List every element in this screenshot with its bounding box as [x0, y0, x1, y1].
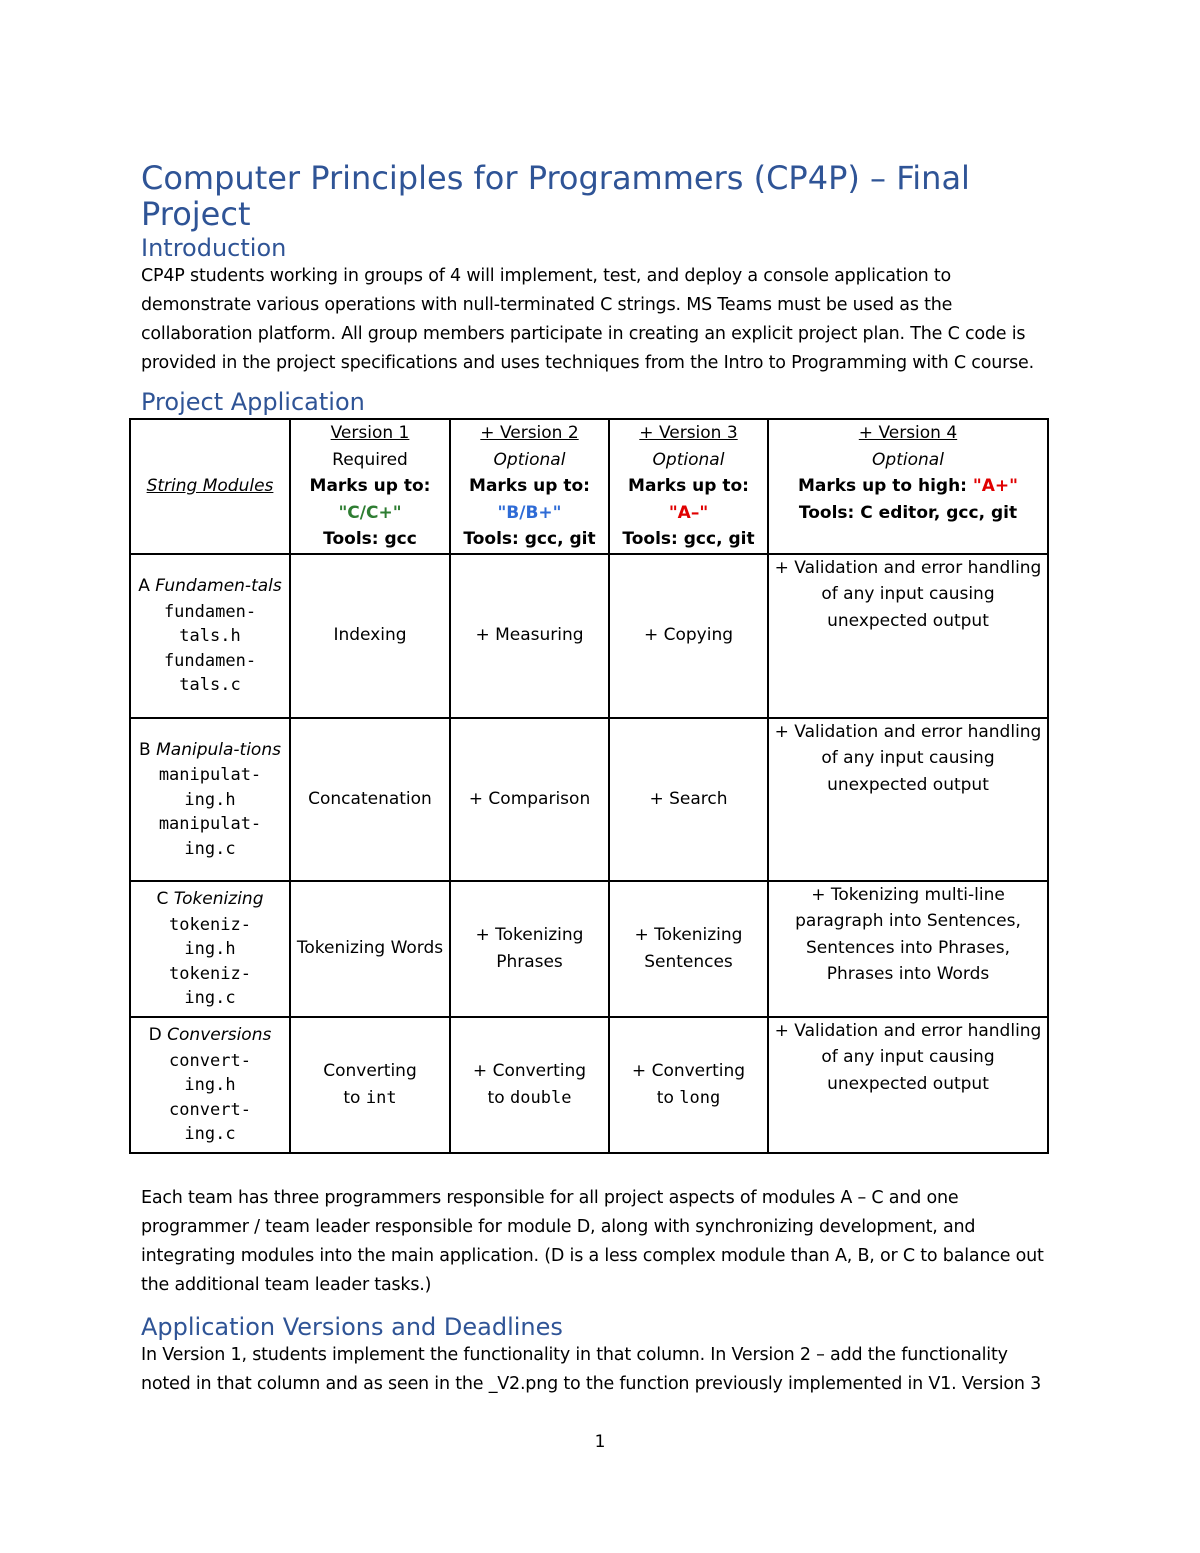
code-type: long — [679, 1087, 721, 1108]
module-file: fundamen- — [163, 650, 257, 671]
project-application-heading: Project Application — [141, 388, 365, 416]
document-title: Computer Principles for Programmers (CP4P) – Final Project — [141, 159, 970, 233]
module-title: C Tokenizing — [156, 889, 264, 910]
cell-v2: + Tokenizing Phrases — [450, 881, 609, 1017]
module-cell — [130, 881, 290, 1017]
cell-v4: + Tokenizing multi-line paragraph into Sentences, Sentences into Phrases, Phrases into Words — [768, 881, 1048, 1017]
cell-v2: + Converting to double — [450, 1017, 609, 1153]
module-file: ing.c — [184, 988, 236, 1009]
module-file: ing.h — [184, 939, 236, 960]
cell-v4: + Validation and error handling of any input causing unexpected output — [768, 1017, 1048, 1153]
version-status: Optional — [872, 449, 944, 470]
tools-label: Tools: gcc, git — [463, 529, 596, 549]
header-version-4 — [768, 419, 1048, 554]
grade-label: "A–" — [668, 502, 709, 523]
marks-label: Marks up to: — [309, 476, 431, 496]
module-cell — [130, 718, 290, 881]
marks-label: Marks up to high: "A+" — [797, 476, 1019, 496]
tools-label: Tools: gcc — [323, 529, 417, 549]
module-title: B Manipula-tions — [139, 739, 281, 760]
module-file: fundamen- — [163, 601, 257, 622]
header-version-1 — [290, 419, 450, 554]
cell-v1: Concatenation — [290, 718, 450, 881]
cell-v3: + Search — [609, 718, 768, 881]
cell-v1: Converting to int — [290, 1017, 450, 1153]
corner-cell — [130, 419, 290, 554]
table-row — [130, 881, 1048, 1017]
version-label: + Version 4 — [858, 423, 958, 443]
page-number: 1 — [594, 1432, 606, 1452]
module-file: manipulat- — [158, 814, 262, 835]
cell-v2: + Measuring — [450, 554, 609, 718]
project-table — [129, 418, 1049, 1154]
document-page — [138, 159, 1061, 1399]
cell-v1: Tokenizing Words — [290, 881, 450, 1017]
code-type: double — [510, 1087, 572, 1108]
cell-v4: + Validation and error handling of any input causing unexpected output — [768, 718, 1048, 881]
module-title: D Conversions — [148, 1025, 272, 1046]
module-cell — [130, 1017, 290, 1153]
header-version-3 — [609, 419, 768, 554]
grade-label: "B/B+" — [497, 502, 562, 523]
cell-v3: + Tokenizing Sentences — [609, 881, 768, 1017]
module-file: ing.c — [184, 838, 236, 859]
module-file: convert- — [169, 1099, 251, 1120]
module-file: tokeniz- — [169, 963, 251, 984]
versions-heading: Application Versions and Deadlines — [141, 1312, 563, 1341]
module-file: ing.h — [184, 1075, 236, 1096]
grade-label: "C/C+" — [338, 502, 402, 523]
introduction-heading: Introduction — [141, 234, 287, 262]
module-file: tals.c — [179, 675, 241, 696]
header-version-2 — [450, 419, 609, 554]
cell-v3: + Copying — [609, 554, 768, 718]
marks-label: Marks up to: — [469, 476, 590, 496]
versions-paragraph: In Version 1, students implement the functionality in that column. In Version 2 – add the functionality noted in that column and as seen in the _V2.png to the function previously implemented in V1. Version 3 — [141, 1344, 1042, 1394]
module-file: ing.c — [184, 1124, 236, 1145]
module-cell — [130, 554, 290, 718]
cell-v2: + Comparison — [450, 718, 609, 881]
version-label: + Version 2 — [480, 423, 579, 443]
tools-label: Tools: C editor, gcc, git — [798, 502, 1018, 523]
corner-label: String Modules — [146, 476, 274, 496]
table-row — [130, 1017, 1048, 1153]
cell-v4: + Validation and error handling of any input causing unexpected output — [768, 554, 1048, 718]
module-file: tokeniz- — [169, 914, 251, 935]
module-file: manipulat- — [158, 765, 262, 786]
version-status: Required — [332, 449, 408, 470]
table-header-row — [130, 419, 1048, 554]
teams-paragraph: Each team has three programmers responsible for all project aspects of modules A – C and one programmer / team leader responsible for module D, along with synchronizing development, and integrating modules into the main application. (D is a less complex module than A, B, or C to balance out the additional team leader tasks.) — [141, 1187, 1044, 1295]
cell-v3: + Converting to long — [609, 1017, 768, 1153]
version-label: + Version 3 — [639, 423, 738, 443]
tools-label: Tools: gcc, git — [622, 529, 755, 549]
module-file: tals.h — [179, 626, 241, 647]
version-status: Optional — [652, 449, 725, 470]
version-label: Version 1 — [330, 423, 410, 443]
grade-label: "A+" — [972, 476, 1019, 496]
version-status: Optional — [493, 449, 566, 470]
module-title: A Fundamen-tals — [138, 576, 282, 597]
introduction-paragraph: CP4P students working in groups of 4 will implement, test, and deploy a console application to demonstrate various operations with null-terminated C strings. MS Teams must be used as the collaboration platform. All group members participate in creating an explicit project plan. The C code is provided in the project specifications and uses techniques from the Intro to Programming with C course. — [141, 266, 1034, 373]
module-file: ing.h — [184, 789, 236, 810]
code-type: int — [365, 1087, 397, 1108]
cell-v1: Indexing — [290, 554, 450, 718]
table-row — [130, 718, 1048, 881]
module-file: convert- — [169, 1050, 251, 1071]
table-row — [130, 554, 1048, 718]
marks-label: Marks up to: — [628, 476, 749, 496]
